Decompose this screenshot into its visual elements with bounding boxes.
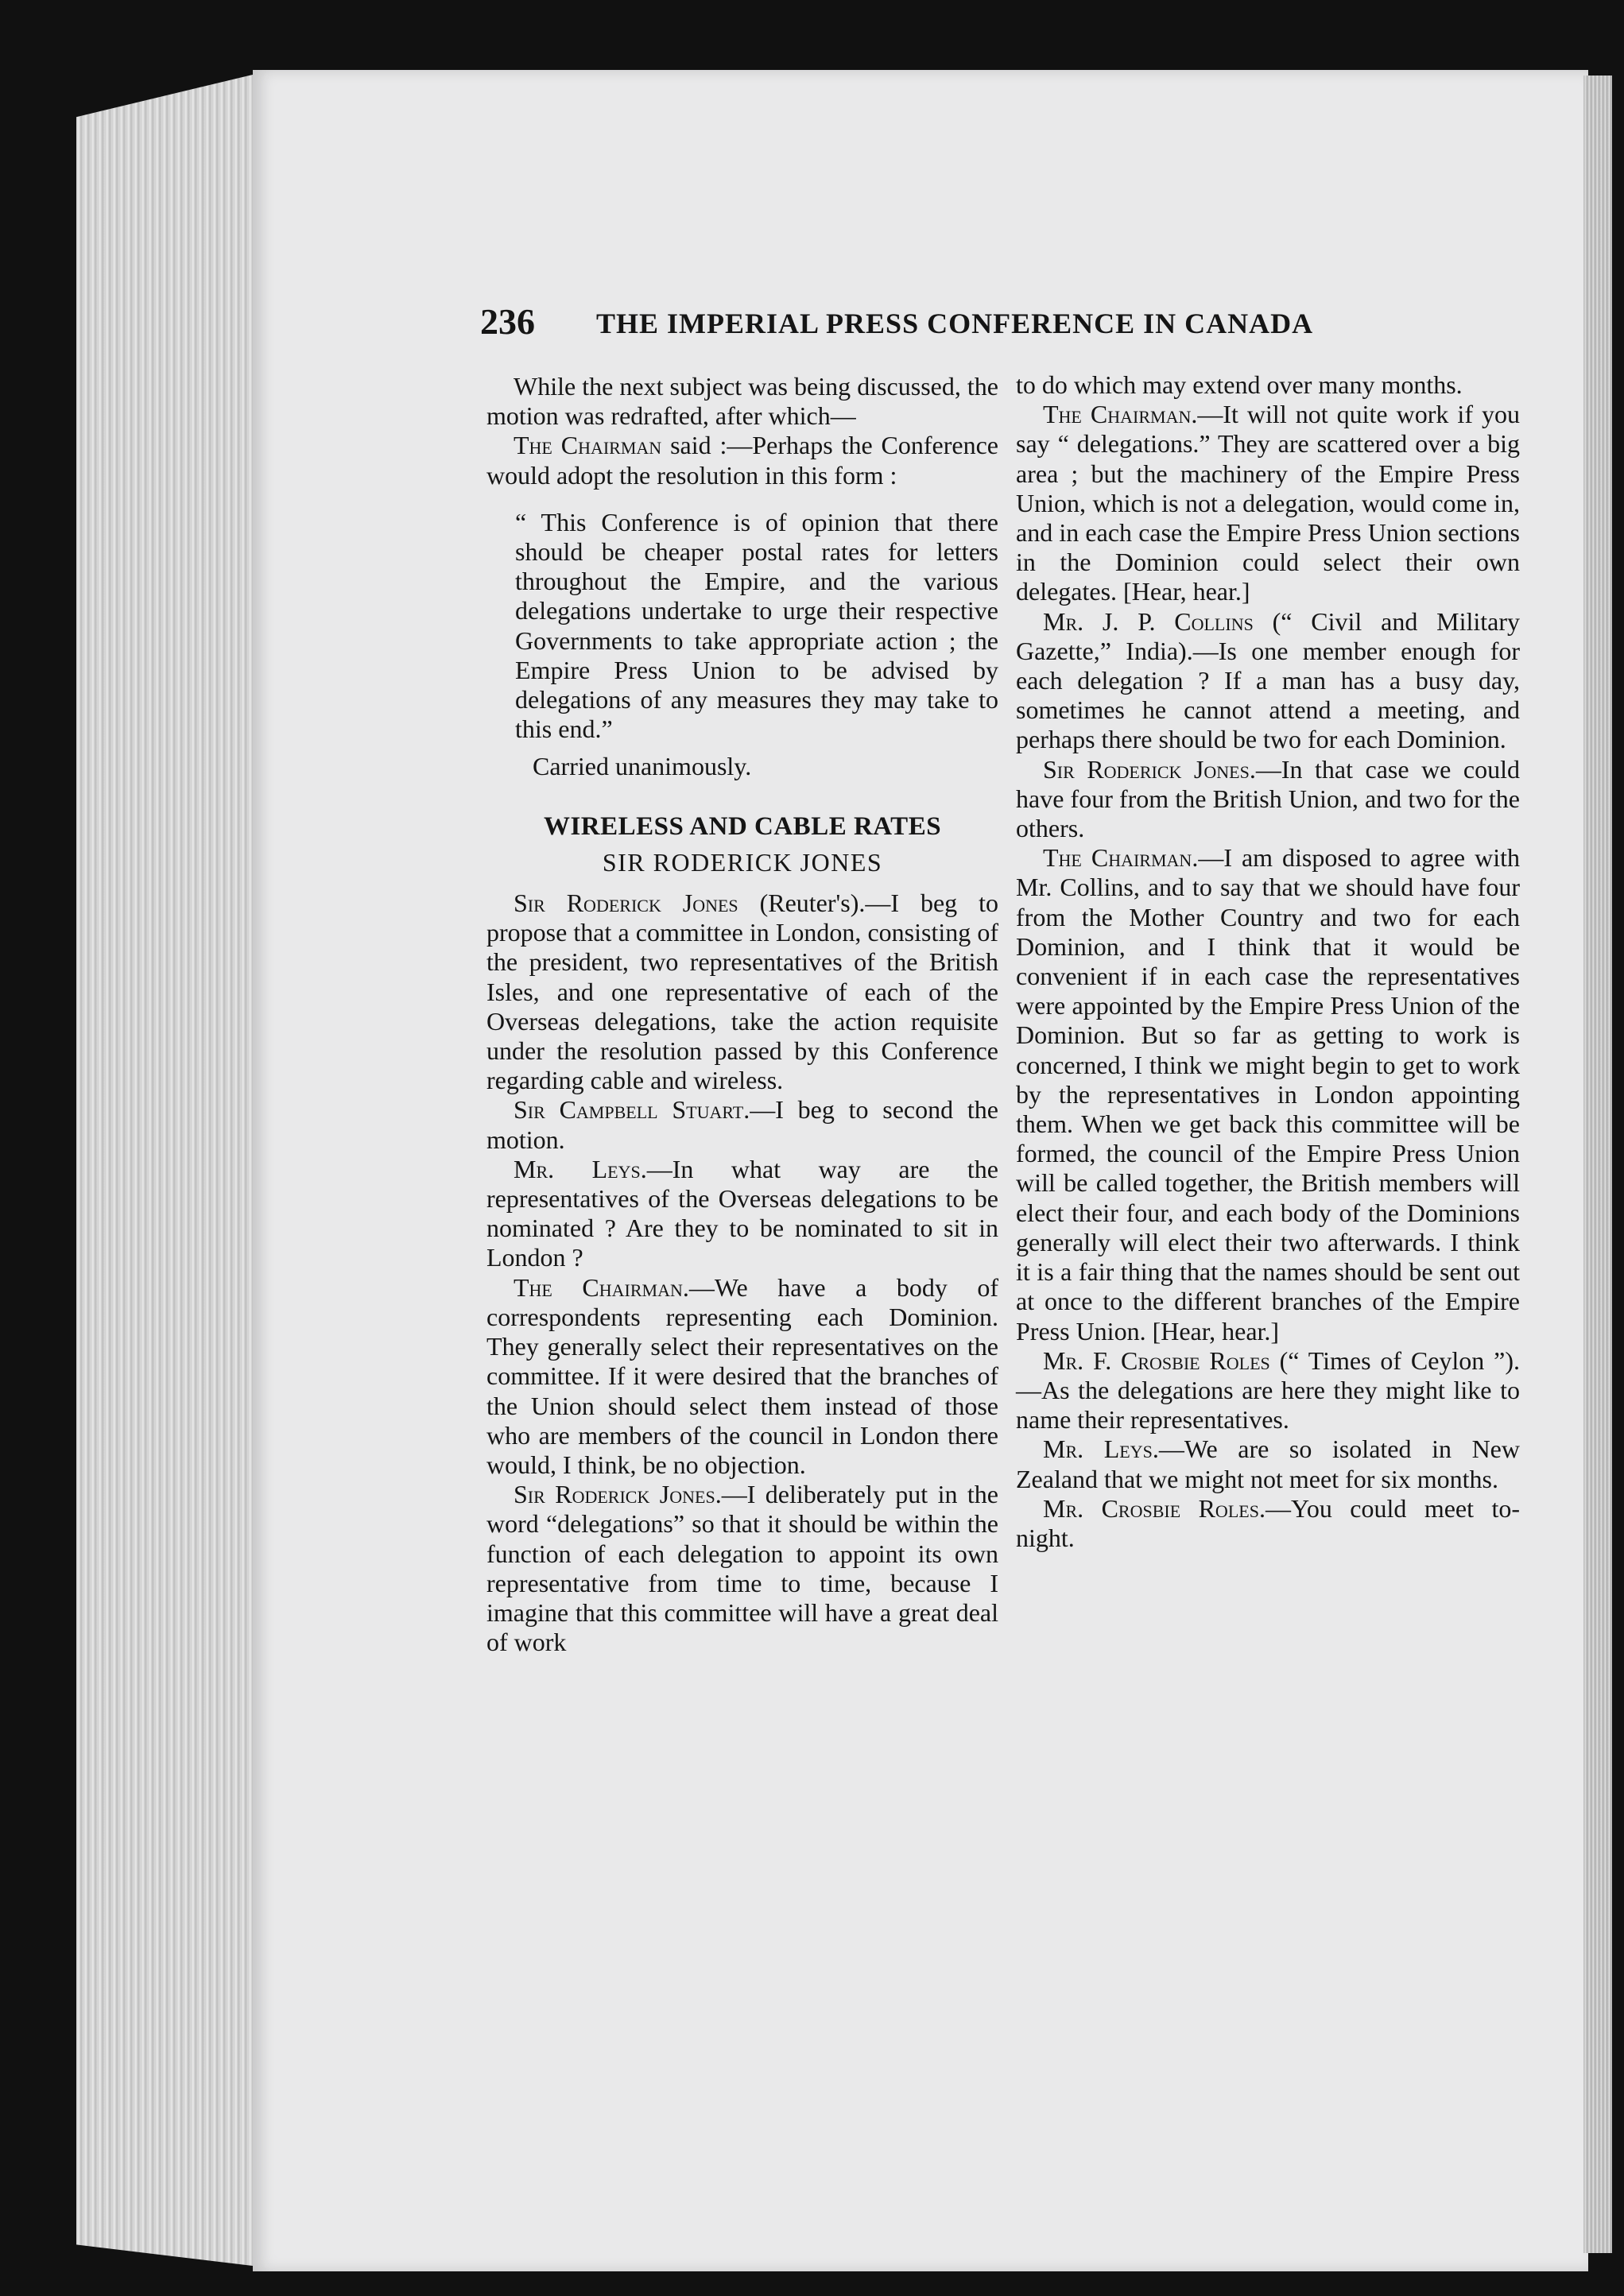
- speaker-name: Mr. Crosbie Roles: [1043, 1493, 1259, 1523]
- paragraph: [1016, 1435, 1520, 1493]
- speaker-name: The Chairman: [514, 431, 662, 460]
- resolution-quote: “ This Conference is of opinion that there should be cheaper postal rates for letters throughout the Empire, and the various delegations undertake to urge their respective Governments to take appropriate action ; the Empire Press Union to be advised by delegations of any measures they may take to this end.”: [515, 507, 998, 744]
- speech-text: .—I beg to second the motion.: [486, 1095, 999, 1154]
- running-title: THE IMPERIAL PRESS CONFERENCE IN CANADA: [596, 308, 1314, 339]
- speech-text: .—You could meet to-night.: [1016, 1493, 1520, 1552]
- speech-text: .—We are so isolated in New Zealand that we might not meet for six months.: [1016, 1435, 1520, 1493]
- speaker-name: Mr. Leys: [1043, 1435, 1153, 1464]
- speaker-name: Mr. J. P. Collins: [1043, 606, 1254, 636]
- speaker-name: Sir Roderick Jones: [514, 889, 738, 918]
- paragraph: [1016, 1494, 1520, 1553]
- paragraph: [486, 1480, 998, 1657]
- section-heading: WIRELESS AND CABLE RATES: [543, 811, 942, 841]
- speaker-name: Sir Roderick Jones: [514, 1480, 715, 1509]
- speech-text: .—In that case we could have four from the British Union, and two for the others.: [1016, 754, 1520, 843]
- speech-text: .—We have a body of correspondents representing each Dominion. They generally select their representatives on the committee. If it were desired that the branches of the Union should select them instead of those who are members of the council in London there would, I think, be no objection.: [486, 1272, 998, 1479]
- paragraph: [486, 889, 998, 1095]
- left-column: [486, 372, 998, 1657]
- paragraph: [486, 431, 998, 490]
- paragraph: [486, 1155, 998, 1273]
- paragraph: [1016, 1346, 1520, 1435]
- speaker-name: The Chairman: [514, 1272, 683, 1302]
- speech-text: (“ Times of Ceylon ”).—As the delegations are here they might like to name their representatives.: [1016, 1345, 1520, 1435]
- paragraph: [1016, 843, 1520, 1345]
- speaker-name: Sir Campbell Stuart: [514, 1095, 744, 1125]
- speaker-name: The Chairman: [1043, 400, 1192, 429]
- book-right-edge: [1583, 76, 1612, 2253]
- sub-heading: SIR RODERICK JONES: [602, 847, 883, 877]
- page-number: 236: [480, 301, 535, 342]
- speaker-name: The Chairman: [1043, 843, 1192, 873]
- page-header: [480, 300, 1394, 348]
- paragraph: While the next subject was being discussed, the motion was redrafted, after which—: [486, 372, 998, 431]
- paragraph: [1016, 607, 1520, 755]
- book-page-edges: [76, 73, 259, 2267]
- paragraph: [486, 1273, 998, 1480]
- speech-text: (“ Civil and Military Gazette,” India).—Is one member enough for each delegation ? If a man has a busy day, sometimes he cannot attend a meeting, and perhaps there should be two for each Dominion.: [1016, 606, 1520, 754]
- speech-text: .—In what way are the representatives of the Overseas delegations to be nominated ? Are they to be nominated to sit in London ?: [486, 1154, 998, 1272]
- speech-text: said :—Perhaps the Conference would adopt the resolution in this form :: [486, 431, 998, 490]
- speaker-name: Mr. F. Crosbie Roles: [1043, 1345, 1270, 1375]
- right-column: [1016, 370, 1520, 1553]
- speaker-name: Mr. Leys: [514, 1154, 641, 1183]
- speaker-name: Sir Roderick Jones: [1043, 754, 1250, 784]
- speech-text: .—It will not quite work if you say “ delegations.” They are scattered over a big area ; but the machinery of the Empire Press Union, which is not a delegation, would come in, and in each case the Empire Press Union sections in the Dominion could select their own delegates. [Hear, hear.]: [1016, 400, 1520, 606]
- speech-text: .—I deliberately put in the word “delegations” so that it should be within the function of each delegation to appoint its own representative from time to time, because I imagine that this committee will have a great deal of work: [486, 1480, 999, 1657]
- paragraph: [486, 1095, 998, 1154]
- speech-text: .—I am disposed to agree with Mr. Collins, and to say that we should have four from the Mother Country and two for each Dominion, and I think that it would be convenient if in each case the representatives were appointed by the Empire Press Union of the Dominion. But so far as getting to work is concerned, I think we might begin to get to work by the representatives in London appointing them. When we get back this committee will be formed, the council of the Empire Press Union will be called together, the British members will elect their four, and each body of the Dominions generally will elect their two afterwards. I think it is a fair thing that the names should be sent out at once to the different branches of the Empire Press Union. [Hear, hear.]: [1016, 843, 1520, 1345]
- paragraph: [1016, 400, 1520, 606]
- paragraph: to do which may extend over many months.: [1016, 370, 1463, 399]
- speech-text: (Reuter's).—I beg to propose that a committee in London, consisting of the president, two representatives of the British Isles, and one representative of each of the Overseas delegations, take the action requisite under the resolution passed by this Conference regarding cable and wireless.: [486, 889, 998, 1095]
- paragraph: [1016, 755, 1520, 844]
- carried-note: Carried unanimously.: [533, 752, 752, 781]
